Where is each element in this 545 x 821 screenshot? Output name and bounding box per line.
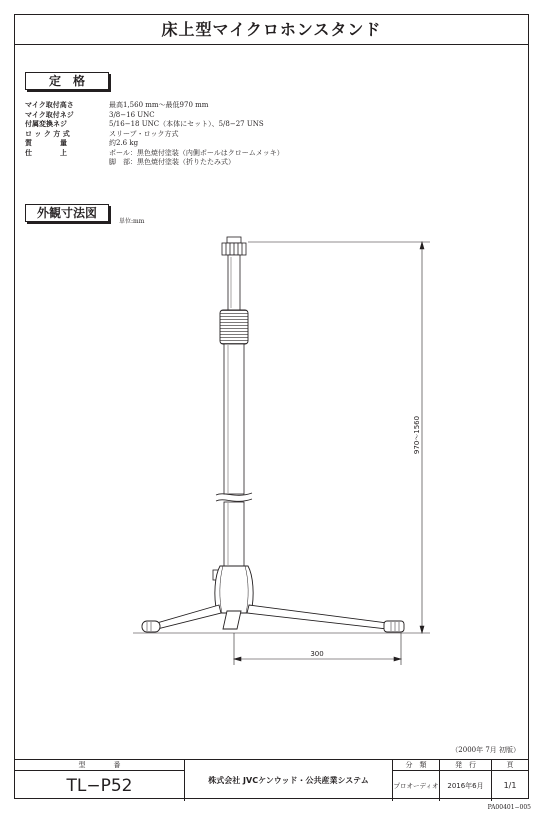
- spec-label: 付属変換ネジ: [25, 120, 67, 128]
- width-dimension: [234, 633, 401, 665]
- spec-value: 約2.6 kg: [109, 139, 139, 147]
- unit-label: 単位:mm: [119, 218, 145, 225]
- tripod-left-leg: [142, 605, 221, 632]
- category-header: 分 類: [393, 760, 440, 771]
- issue-header: 発 行: [440, 760, 492, 771]
- spec-label: マイク取付ネジ: [25, 110, 74, 119]
- spec-section-heading: 定 格: [25, 72, 109, 90]
- height-dimension: [248, 242, 430, 633]
- tripod-right-leg: [247, 605, 404, 632]
- spec-value: 脚 部：黒色焼付塗装（折りたたみ式）: [109, 158, 235, 166]
- page-number: 1/1: [503, 781, 517, 790]
- inner-pole: [228, 255, 240, 310]
- spec-label: ロ ッ ク 方 式: [25, 129, 70, 138]
- height-dimension-label: 970～1560: [413, 415, 421, 455]
- spec-label: 質 量: [25, 139, 67, 147]
- model-header: 型 番: [15, 760, 185, 771]
- spec-value: 5/16−18 UNC（本体にセット）、5/8−27 UNS: [109, 120, 264, 128]
- title-block: [15, 759, 528, 800]
- spec-value: 最高1,560 mm～最低970 mm: [109, 101, 209, 109]
- outer-pole: [216, 344, 252, 566]
- spec-value: ポール：黒色焼付塗装（内側ポールはクロームメッキ）: [109, 148, 284, 157]
- mic-thread-adapter: [222, 237, 246, 255]
- width-dimension-label: 300: [310, 650, 324, 658]
- edition-note: （2000年 7月 初版）: [451, 746, 520, 754]
- spec-sheet: [14, 14, 529, 799]
- drawing-section-heading: 外観寸法図: [25, 204, 109, 222]
- spec-value: スリーブ・ロック方式: [109, 129, 179, 138]
- model-number: TL−P52: [15, 771, 185, 801]
- tripod-base: [215, 566, 253, 613]
- sleeve-lock-grip: [220, 310, 248, 344]
- spec-label: マイク取付高さ: [25, 101, 74, 109]
- company-name: 株式会社 JVCケンウッド・公共産業システム: [185, 760, 393, 801]
- page-title: 床上型マイクロホンスタンド: [15, 15, 528, 45]
- dimension-drawing: [15, 15, 530, 755]
- page-header: 頁: [492, 760, 528, 771]
- document-number: PA00401−005: [487, 804, 531, 811]
- issue-date: 2016年6月: [440, 771, 492, 801]
- category-value: プロオーディオ: [393, 771, 440, 801]
- spec-value: 3/8−16 UNC: [109, 110, 155, 119]
- tripod-front-leg: [223, 611, 241, 629]
- spec-label: 仕 上: [25, 148, 67, 157]
